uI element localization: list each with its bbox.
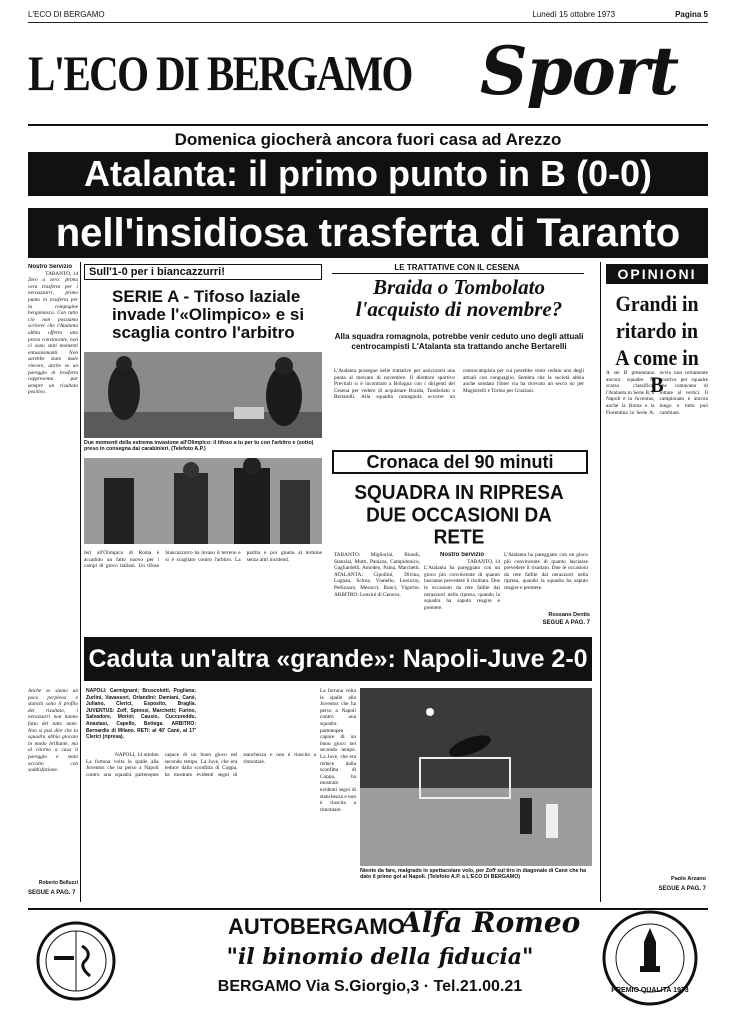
header-date: Lunedì 15 ottobre 1973 (532, 9, 616, 19)
lead-body: Zero a zero: prima vera trasferta per i neroazzurri, primo punto in trasferta per la compagine bergamasca. Con tutto ciò non possiamo scrivere che l'Atalanta abbia offerto una prova convincente, non ci sono stati momenti entusiasmanti. Non sarebbe stato male vincere, anche se un pareggio in trasferta rappresenta pur sempre un risultato positivo. (28, 277, 78, 396)
lead-article (28, 264, 78, 624)
opinioni-title: Grandi in ritardo in A come in B (615, 291, 699, 397)
trattative-rule (332, 273, 584, 274)
cronaca-byline: Nostro Servizio (439, 552, 484, 558)
napoli-dateline: NAPOLI, 14 ottobre (114, 752, 159, 758)
lead-dateline: TARANTO, 14 (45, 270, 78, 277)
trattative-body: L'Atalanta prosegue nelle trattative per assicurarsi una punta al mercato di novembre. Il direttore sportivo Previtali si è incontrato a Bologna con i dirigenti del Cesena per vedere di acquistare Braida, Tombolato o Bertarelli. Alla squadra romagnola occorre un centrocampista per cui potrebbe venir ceduto uno degli attuali con conguaglio. Sembra che la società abbia anche sondato l'Inter via ha ricevuto un secco no per Magistrelli e Torino per Graziani. (334, 368, 584, 401)
opinioni-segue: SEGUE A PAG. 7 (658, 886, 706, 892)
carabinieri-photo (84, 458, 322, 544)
lead-segue: SEGUE A PAG. 7 (28, 890, 76, 896)
ad-slogan: "il binomio della fiducia" (226, 944, 534, 970)
column-rule-2 (600, 262, 601, 902)
seriea-caption: Due momenti della estrema invasione all'Olimpico: il tifoso a tu per tu con l'arbitro e (sotto) preso in consegna dai carabinieri. (Telefoto A.P.) (84, 440, 314, 453)
cronaca-title: SQUADRA IN RIPRESA DUE OCCASIONI DA RETE (354, 482, 564, 549)
seriea-title: SERIE A - Tifoso laziale invade l'«Olimpico» e si scaglia contro l'arbitro (112, 287, 305, 342)
ad-brand: AUTOBERGAMO (228, 914, 405, 939)
premio-qualita-seal (600, 908, 700, 1008)
alfa-badge-icon (36, 918, 116, 1004)
opinioni-author: Paolo Arzano (671, 876, 706, 882)
ad-make: Alfa Romeo (400, 906, 581, 939)
lead-headline-1: Atalanta: il primo punto in B (0-0) (28, 152, 708, 196)
napoli-body-text: La fortuna volta le spalle alla Juventus che ha perso a Napoli contro una squadra partenopea capace di un buon gioco nel secondo tempo. La Juve, che era reduce dalla sconfitta di Coppa, ha mostrato evidenti segni di stanchezza e non è riuscita a rimontare. (86, 752, 316, 778)
left-lower-author: Roberto Belluzzi (38, 880, 78, 886)
napoli-headline: Caduta un'altra «grande»: Napoli-Juve 2-0 (84, 637, 592, 681)
masthead-sport: Sport (480, 32, 679, 110)
column-rule-1 (80, 262, 81, 902)
cronaca-formazioni: TARANTO: Migliorini, Biondi, Stanzial, Mutti, Panizza, Campidonico, Gagliardelli, Amodeo, Paina, Marchetti. ATALANTA: Cipollini, Divina, Lugnan, Scirea, Vianello, Leoncini, Pellizzaro, Mesucci, Bonci, Vigorito. ARBITRO: Lenzini di Genova. (334, 552, 420, 598)
lead-headline-2: nell'insidiosa trasferta di Taranto (28, 208, 708, 258)
cronaca-col2 (424, 552, 500, 630)
fan-referee-photo (84, 352, 322, 438)
cronaca-box: Cronaca del 90 minuti (332, 450, 588, 474)
cronaca-dateline: TARANTO, 14 (467, 558, 500, 565)
ad-address: BERGAMO Via S.Giorgio,3 · Tel.21.00.21 (217, 978, 523, 995)
cronaca-body-cont: L'Atalanta ha pareggiato con un gioco più convincente di quanto lasciasse prevedere il risultato. Due le occasioni da rete fallite dai nerazzurri nella ripresa, quando la squadra ha saputo reagire e premere. (504, 552, 588, 591)
napoli-body (86, 752, 316, 898)
trattative-title: Braida o Tombolato l'acquisto di novembre? (355, 275, 563, 321)
alfa-romeo-logo (36, 918, 116, 1004)
opinioni-tag: OPINIONI (606, 264, 708, 284)
napoli-formazioni: NAPOLI: Carmignani; Bruscolotti, Pogliana; Zurlini, Vavassori, Orlandini; Damiani, Canè, Juliano, Clerici, Esposito, Braglia. JUVENTUS: Zoff, Spinosi, Marchetti; Furino, Salvadore, Morini; Causio, Cuccureddu, Anastasi, Capello, Bettega. ARBITRO: Bernardis di Milano. RETI: al 40' Canè, al 17' Clerici (ripresa). (86, 688, 196, 741)
opinioni-body: A sei B presentano ancora squadre di scarsa classifica: l'Atalanta in Serie B, il Napoli e la Juventus, anche la Roma e la Fiorentina in Serie A: avvio non certamente positivo per squadre che contavano di lottare ai vertici. Il campionato è ancora lungo e tutto può cambiare. (606, 370, 708, 416)
napoli-body-cont: La fortuna volta le spalle alla Juventus che ha perso a Napoli contro una squadra partenopea capace di un buon gioco nel secondo tempo. La Juve, che era reduce dalla sconfitta di Coppa, ha mostrato evidenti segni di stanchezza e non è riuscita a rimontare. (320, 688, 356, 813)
seriea-photo-bottom (84, 458, 322, 544)
seriea-body: Ieri all'Olimpico di Roma è accaduto un fatto nuovo per i campi di gioco italiani. Un tifoso biancazzurro ha invaso il terreno e si è scagliato contro l'arbitro. La partita è poi giunta al termine senza altri incidenti. (84, 550, 322, 570)
masthead-rule (28, 124, 708, 126)
header-paper: L'ECO DI BERGAMO (28, 9, 105, 19)
zoff-dive-photo (360, 688, 592, 866)
seriea-photo-top (84, 352, 322, 438)
cronaca-body: L'Atalanta ha pareggiato con un gioco più convincente di quanto lasciasse prevedere il risultato. Due le occasioni da rete fallite dai nerazzurri nella ripresa, quando la squadra ha saputo reagire e premere. (424, 565, 500, 611)
trattative-deck: Alla squadra romagnola, potrebbe venir ceduto uno degli attuali centrocampisti L'Atalanta sta trattando anche Bertarelli (334, 332, 584, 351)
page-header (28, 6, 708, 23)
napoli-caption: Niente da fare, malgrado lo spettacolare volo, per Zoff sul tiro in diagonale di Canè che ha dato il primo gol al Napoli. (Telefoto A.P. a L'ECO DI BERGAMO) (360, 868, 587, 881)
seriea-tag: Sull'1-0 per i biancazzurri! (84, 264, 322, 280)
cronaca-segue: SEGUE A PAG. 7 (542, 620, 590, 626)
trattative-tag: LE TRATTATIVE CON IL CESENA (394, 263, 520, 272)
left-lower-body: Anche se siamo un poco perplessi e stanchi sotto il profilo del risultato, i nerazzurri non hanno fatto del tutto male. Non si può dire che la squadra abbia giocato in modo brillante, ma al ritorno a casa il pareggio è stato accolto con soddisfazione. (28, 688, 78, 774)
lead-kicker: Domenica giocherà ancora fuori casa ad Arezzo (174, 130, 562, 149)
cronaca-author: Rossano Dentis (548, 612, 590, 618)
cronaca-col3 (504, 552, 588, 618)
napoli-photo (360, 688, 592, 866)
header-page: Pagina 5 (675, 9, 708, 19)
masthead-title: L'ECO DI BERGAMO (28, 45, 412, 101)
premio-text: PREMIO QUALITA 1973 (611, 987, 689, 994)
napoli-body-col4 (320, 688, 356, 898)
lead-byline: Nostro Servizio (28, 264, 73, 270)
premio-seal-icon (600, 908, 700, 1008)
